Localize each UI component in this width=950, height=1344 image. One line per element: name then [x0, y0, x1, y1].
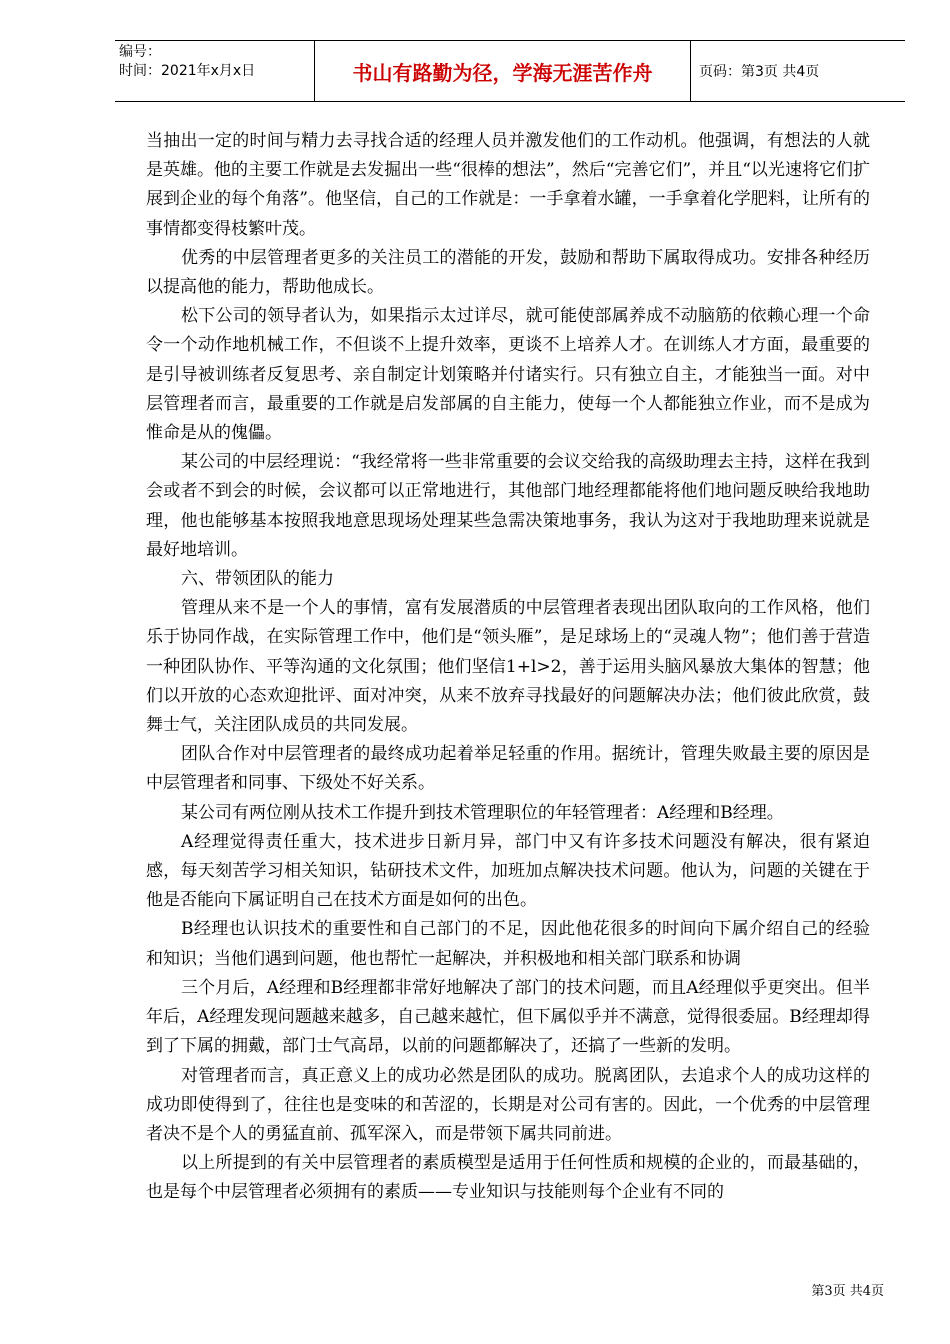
page-footer: 第3页 共4页	[811, 1284, 884, 1299]
paragraph: 管理从来不是一个人的事情，富有发展潜质的中层管理者表现出团队取向的工作风格，他们乐于协同作战，在实际管理工作中，他们是“领头雁”，是足球场上的“灵魂人物”；他们善于营造一种团队协作、平等沟通的文化氛围；他们坚信1+l>2，善于运用头脑风暴放大集体的智慧；他们以开放的心态欢迎批评、面对冲突，从来不放弃寻找最好的问题解决办法；他们彼此欣赏，鼓舞士气，关注团队成员的共同发展。	[146, 598, 870, 736]
section-heading: 六、带领团队的能力	[181, 569, 334, 590]
paragraph: 三个月后，A经理和B经理都非常好地解决了部门的技术问题，而且A经理似乎更突出。但半年后，A经理发现问题越来越多，自己越来越忙，但下属似乎并不满意，觉得很委屈。B经理却得到了下属的拥戴，部门士气高昂，以前的问题都解决了，还搞了一些新的发明。	[146, 977, 870, 1057]
paragraph: 以上所提到的有关中层管理者的素质模型是适用于任何性质和规模的企业的，而最基础的，也是每个中层管理者必须拥有的素质——专业知识与技能则每个企业有不同的	[146, 1153, 870, 1203]
paragraph: 对管理者而言，真正意义上的成功必然是团队的成功。脱离团队，去追求个人的成功这样的成功即使得到了，往往也是变味的和苦涩的，长期是对公司有害的。因此，一个优秀的中层管理者决不是个人的勇猛直前、孤军深入，而是带领下属共同前进。	[146, 1065, 870, 1144]
paragraph: 优秀的中层管理者更多的关注员工的潜能的开发，鼓励和帮助下属取得成功。安排各种经历以提高他的能力，帮助他成长。	[146, 247, 870, 298]
paragraph: 当抽出一定的时间与精力去寻找合适的经理人员并激发他们的工作动机。他强调，有想法的人就是英雄。他的主要工作就是去发掘出一些“很棒的想法”，然后“完善它们”，并且“以光速将它们扩展到企业的每个角落”。他坚信，自己的工作就是：一手拿着水罐，一手拿着化学肥料，让所有的事情都变得枝繁叶茂。	[146, 131, 870, 239]
paragraph: 松下公司的领导者认为，如果指示太过详尽，就可能使部属养成不动脑筋的依赖心理一个命令一个动作地机械工作，不但谈不上提升效率，更谈不上培养人才。在训练人才方面，最重要的是引导被训练者反复思考、亲自制定计划策略并付诸实行。只有独立自主，才能独当一面。对中层管理者而言，最重要的工作就是启发部属的自主能力，使每一个人都能独立作业，而不是成为惟命是从的傀儡。	[146, 306, 870, 444]
paragraph: 团队合作对中层管理者的最终成功起着举足轻重的作用。据统计，管理失败最主要的原因是中层管理者和同事、下级处不好关系。	[146, 744, 870, 794]
document-body	[146, 127, 870, 1208]
header-motto: 书山有路勤为径，学海无涯苦作舟	[315, 41, 691, 101]
header-page-info: 页码：第3页 共4页	[699, 64, 820, 80]
page-header	[115, 40, 905, 102]
paragraph: 某公司的中层经理说：“我经常将一些非常重要的会议交给我的高级助理去主持，这样在我到会或者不到会的时候，会议都可以正常地进行，其他部门地经理都能将他们地问题反映给我地助理，他也能够基本按照我地意思现场处理某些急需决策地事务，我认为这对于我地助理来说就是最好地培训。	[146, 452, 870, 560]
paragraph: A经理觉得责任重大，技术进步日新月异，部门中又有许多技术问题没有解决，很有紧迫感，每天刻苦学习相关知识，钻研技术文件，加班加点解决技术问题。他认为，问题的关键在于他是否能向下属证明自己在技术方面是如何的出色。	[146, 831, 870, 911]
header-number-label: 编号：	[119, 44, 161, 60]
paragraph: B经理也认识技术的重要性和自己部门的不足，因此他花很多的时间向下属介绍自己的经验和知识；当他们遇到问题，他也帮忙一起解决，并积极地和相关部门联系和协调	[146, 919, 870, 969]
header-meta	[115, 41, 315, 101]
header-date: 时间：2021年x月x日	[119, 63, 256, 79]
paragraph: 某公司有两位刚从技术工作提升到技术管理职位的年轻管理者：A经理和B经理。	[181, 802, 784, 823]
